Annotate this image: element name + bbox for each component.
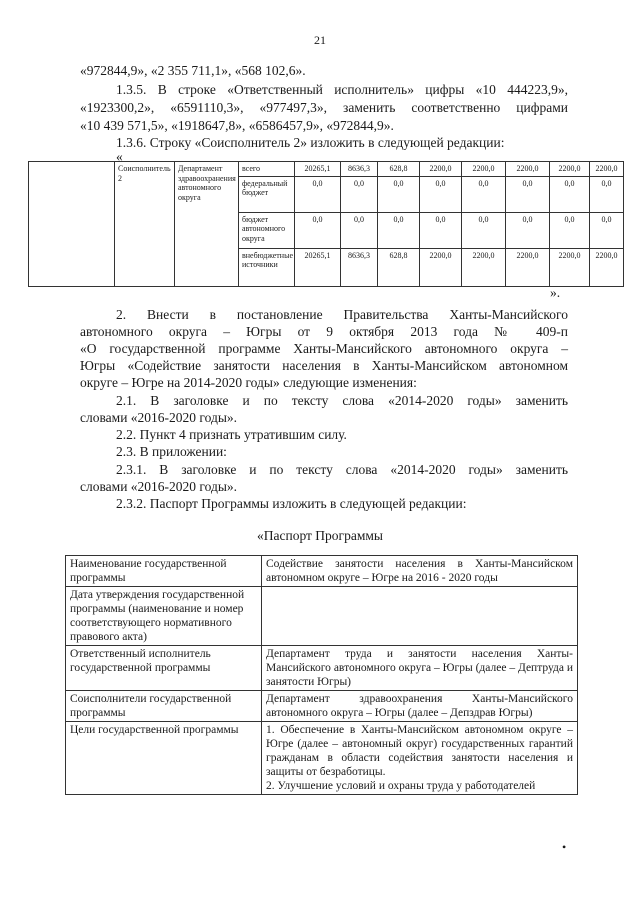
table-cell-value: 2200,0 (506, 248, 550, 286)
table-row (66, 691, 578, 722)
passport-label: Ответственный исполнитель государственной программы (66, 646, 262, 691)
text-line: 1.3.5. В строке «Ответственный исполнитель» цифры «10 444223,9», (116, 82, 568, 97)
table-row (66, 587, 578, 646)
table-cell-value: 20265,1 (295, 162, 341, 177)
text-line: словами «2016-2020 годы». (80, 410, 238, 425)
margin-mark: • (562, 840, 567, 854)
table-row (66, 556, 578, 587)
open-quote: « (116, 149, 123, 164)
table-cell-value: 0,0 (420, 212, 462, 248)
table-cell-source: внебюджетные источники (239, 248, 295, 286)
table-cell-value: 2200,0 (506, 162, 550, 177)
table-cell-value: 0,0 (295, 212, 341, 248)
table-cell-value: 0,0 (378, 176, 420, 212)
table-cell-source: всего (239, 162, 295, 177)
text-line: 2.1. В заголовке и по тексту слова «2014-2020 годы» заменить (116, 393, 568, 408)
table-cell-value: 0,0 (462, 176, 506, 212)
table-cell-value: 0,0 (378, 212, 420, 248)
passport-label: Наименование государственной программы (66, 556, 262, 587)
table-cell-blank (29, 162, 115, 287)
table-cell-value: 0,0 (462, 212, 506, 248)
table-row (66, 722, 578, 795)
table-cell-value: 0,0 (420, 176, 462, 212)
passport-label: Соисполнители государственной программы (66, 691, 262, 722)
text-line: «1923300,2», «6591110,3», «977497,3», заменить соответственно цифрами (80, 100, 568, 115)
goal-item: 1. Обеспечение в Ханты-Мансийском автономном округе – Югре (далее – автономный округ) государственных гарантий гражданам в области содействия занятости населения и защиты от безработицы. (266, 724, 573, 778)
passport-value: Содействие занятости населения в Ханты-Мансийском автономном округе – Югре на 2016 - 2020 годы (262, 556, 578, 587)
table-cell-org: Департамент здравоохранения автономного округа (175, 162, 239, 287)
passport-value: Департамент труда и занятости населения Ханты-Мансийского автономного округа – Югры (далее – Дептруда и занятости Югры) (262, 646, 578, 691)
table-cell-value: 0,0 (341, 176, 378, 212)
table-row (29, 162, 624, 177)
table-cell-value: 0,0 (550, 212, 590, 248)
table-cell-value: 2200,0 (462, 248, 506, 286)
passport-label: Цели государственной программы (66, 722, 262, 795)
text-line: 2.3.1. В заголовке и по тексту слова «2014-2020 годы» заменить (116, 462, 568, 477)
table-cell-value: 0,0 (550, 176, 590, 212)
passport-value (262, 587, 578, 646)
table-cell-value: 0,0 (590, 212, 624, 248)
table-cell-source: бюджет автономного округа (239, 212, 295, 248)
text-line: Югры «Содействие занятости населения в Ханты-Мансийском автономном (80, 358, 568, 373)
table-cell-value: 2200,0 (590, 162, 624, 177)
table-cell-value: 2200,0 (550, 248, 590, 286)
table-cell-value: 0,0 (506, 212, 550, 248)
table-cell-value: 2200,0 (420, 248, 462, 286)
table-cell-value: 2200,0 (420, 162, 462, 177)
table-cell-value: 8636,3 (341, 162, 378, 177)
passport-label: Дата утверждения государственной программы (наименование и номер соответствующего нормативного правового акта) (66, 587, 262, 646)
passport-table (65, 555, 578, 795)
table-cell-role: Соисполнитель 2 (115, 162, 175, 287)
table-cell-value: 0,0 (590, 176, 624, 212)
passport-value (262, 722, 578, 795)
table-cell-value: 0,0 (506, 176, 550, 212)
table-cell-source: федеральный бюджет (239, 176, 295, 212)
table-cell-value: 20265,1 (295, 248, 341, 286)
budget-table (28, 161, 624, 287)
text-line: автономного округа – Югры от 9 октября 2013 года № 409-п (80, 324, 568, 339)
text-line: 2.3.2. Паспорт Программы изложить в следующей редакции: (116, 496, 467, 511)
table-row (66, 646, 578, 691)
text-line: 2.3. В приложении: (116, 444, 227, 459)
close-quote: ». (550, 285, 561, 300)
text-line: 1.3.6. Строку «Соисполнитель 2» изложить в следующей редакции: (116, 135, 505, 150)
text-line: «О государственной программе Ханты-Мансийского автономного округа – (80, 341, 568, 356)
table-cell-value: 0,0 (341, 212, 378, 248)
text-line: словами «2016-2020 годы». (80, 479, 238, 494)
passport-value: Департамент здравоохранения Ханты-Мансийского автономного округа – Югры (далее – Депздрав Югры) (262, 691, 578, 722)
text-line: округе – Югре на 2014-2020 годы» следующие изменения: (80, 375, 417, 390)
text-line: 2. Внести в постановление Правительства Ханты-Мансийского (116, 307, 568, 322)
table-cell-value: 8636,3 (341, 248, 378, 286)
text-line: 2.2. Пункт 4 признать утратившим силу. (116, 427, 347, 442)
goal-item: 2. Улучшение условий и охраны труда у работодателей (266, 780, 536, 792)
table-cell-value: 628,8 (378, 162, 420, 177)
table-cell-value: 2200,0 (550, 162, 590, 177)
page-number: 21 (314, 33, 326, 47)
passport-title: «Паспорт Программы (257, 528, 383, 543)
table-cell-value: 628,8 (378, 248, 420, 286)
table-cell-value: 2200,0 (462, 162, 506, 177)
table-cell-value: 2200,0 (590, 248, 624, 286)
table-cell-value: 0,0 (295, 176, 341, 212)
text-line: «10 439 571,5», «1918647,8», «6586457,9», «972844,9». (80, 118, 394, 133)
text-line: «972844,9», «2 355 711,1», «568 102,6». (80, 63, 306, 78)
